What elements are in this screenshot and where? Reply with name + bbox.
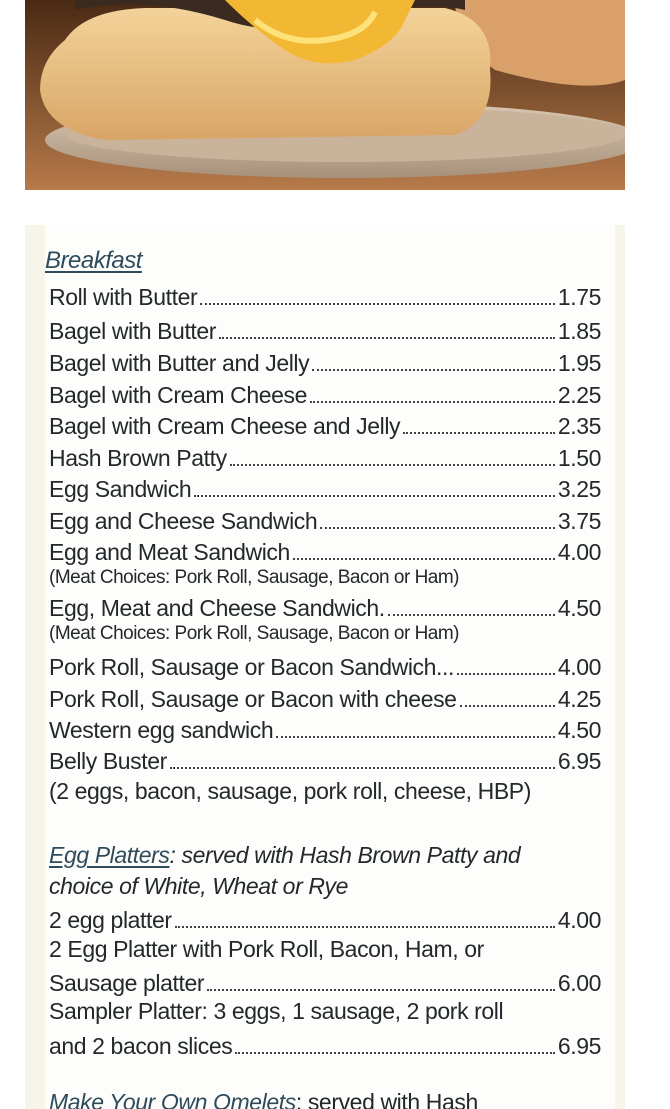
menu-item: Bagel with Cream Cheese and Jelly 2.35 [49, 413, 601, 439]
egg-platters-description: : served with Hash Brown Patty and [169, 842, 521, 868]
menu-item: Bagel with Cream Cheese 2.25 [49, 382, 601, 408]
belly-buster-note: (2 eggs, bacon, sausage, pork roll, cheese, HBP) [49, 778, 531, 804]
omelets-header [49, 1089, 478, 1109]
menu-sheet [25, 225, 625, 1109]
menu-item: Egg Sandwich 3.25 [49, 476, 601, 502]
platter-description: Sampler Platter: 3 eggs, 1 sausage, 2 pork roll [49, 998, 504, 1024]
menu-item: Roll with Butter 1.75 [49, 284, 601, 310]
egg-platters-header [49, 842, 520, 869]
egg-platters-heading: Egg Platters [49, 842, 170, 868]
omelets-heading: Make Your Own Omelets [49, 1089, 296, 1109]
menu-item: Hash Brown Patty 1.50 [49, 445, 601, 471]
menu-item: Egg and Cheese Sandwich 3.75 [49, 508, 601, 534]
meat-choices-note: (Meat Choices: Pork Roll, Sausage, Bacon or Ham) [49, 623, 460, 644]
menu-item: Belly Buster 6.95 [49, 748, 601, 774]
menu-item: Western egg sandwich 4.50 [49, 717, 601, 743]
menu-item: and 2 bacon slices 6.95 [49, 1033, 601, 1059]
menu-content [45, 225, 615, 1109]
menu-item: Egg and Meat Sandwich 4.00 [49, 539, 601, 565]
menu-item: Bagel with Butter and Jelly 1.95 [49, 350, 601, 376]
omelets-description: : served with Hash [295, 1089, 478, 1109]
breakfast-heading: Breakfast [45, 247, 142, 274]
menu-item: 2 egg platter 4.00 [49, 907, 601, 933]
menu-item: Pork Roll, Sausage or Bacon Sandwich... 4.00 [49, 654, 601, 680]
menu-item: Pork Roll, Sausage or Bacon with cheese 4.25 [49, 686, 601, 712]
menu-item: Egg, Meat and Cheese Sandwich. 4.50 [49, 595, 601, 621]
menu-item: Bagel with Butter 1.85 [49, 318, 601, 344]
menu-item: Sausage platter 6.00 [49, 970, 601, 996]
food-photo [25, 0, 625, 190]
meat-choices-note: (Meat Choices: Pork Roll, Sausage, Bacon or Ham) [49, 567, 460, 588]
platter-description: 2 Egg Platter with Pork Roll, Bacon, Ham, or [49, 936, 484, 962]
egg-platters-description-2: choice of White, Wheat or Rye [49, 873, 349, 899]
